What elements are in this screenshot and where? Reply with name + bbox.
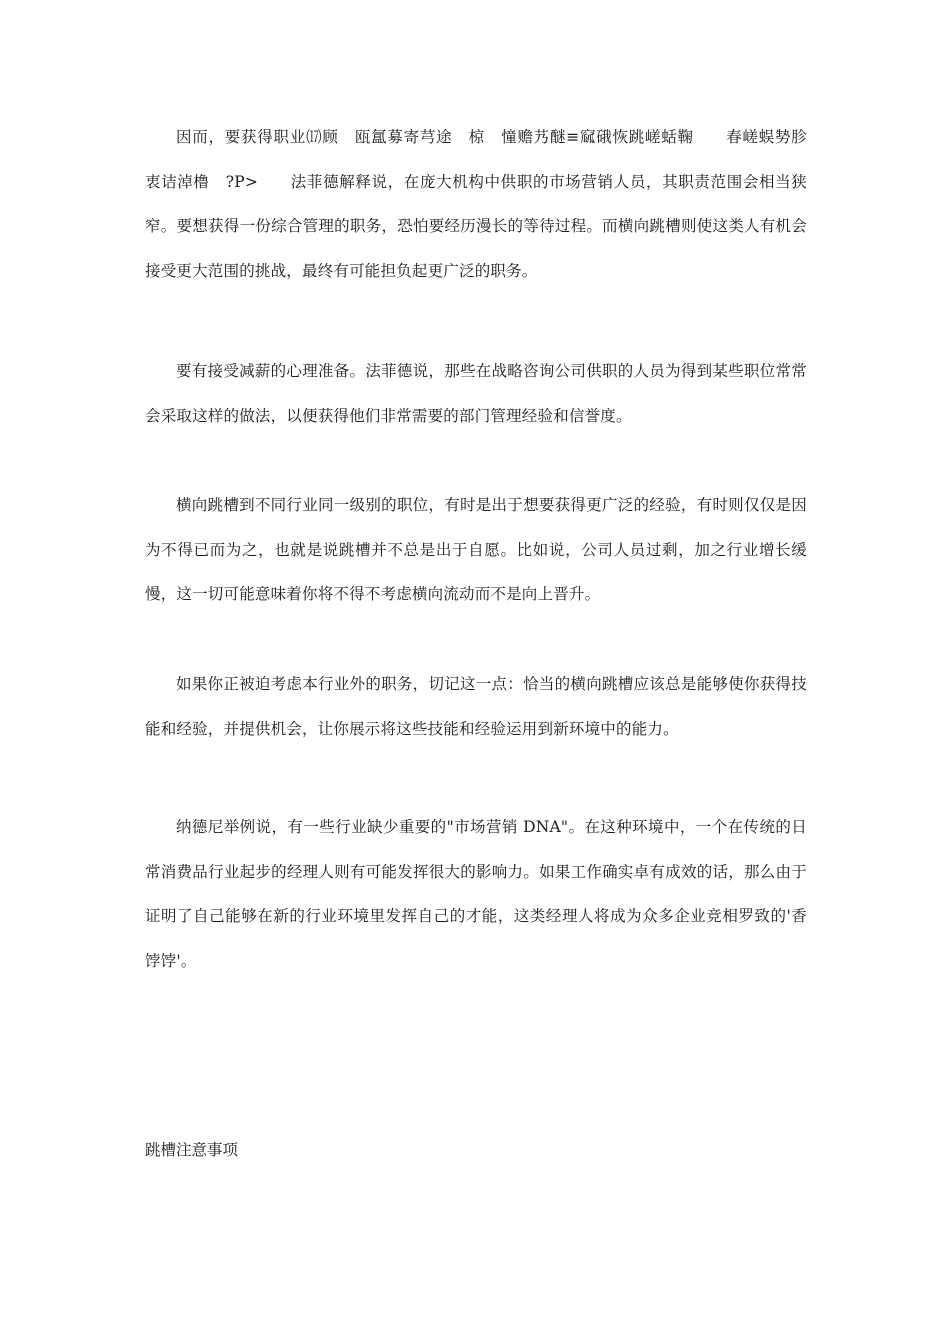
paragraph-salary-cut-preparation: 要有接受减薪的心理准备。法菲德说，那些在战略咨询公司供职的人员为得到某些职位常常会采取这样的做法，以便获得他们非常需要的部门管理经验和信誉度。 (145, 362, 807, 425)
paragraph-lateral-move-explanation: 因而，要获得职业⒄顾 瓯氲募寄芎途 椋 憧赡艿醚≡窳硪恢跳嵯蛞鞠 春嵯蜈㔟胗 衷诘淖橹 ?P> 法菲德解释说，在庞大机构中供职的市场营销人员，其职责范围会相当狭窄。要想获得一份综合管理的职务，恐怕要经历漫长的等待过程。而横向跳槽则使这类人有机会接受更大范围的挑战，最终有可能担负起更广泛的职务。 (145, 128, 823, 280)
paragraph-outside-industry-advice: 如果你正被迫考虑本行业外的职务，切记这一点：恰当的横向跳槽应该总是能够使你获得技能和经验，并提供机会，让你展示将这些技能和经验运用到新环境中的能力。 (145, 675, 807, 738)
paragraph-cross-industry-move: 横向跳槽到不同行业同一级别的职位，有时是出于想要获得更广泛的经验，有时则仅仅是因为不得已而为之，也就是说跳槽并不总是出于自愿。比如说，公司人员过剩，加之行业增长缓慢，这一切可能意味着你将不得不考虑横向流动而不是向上晋升。 (145, 496, 807, 603)
section-heading: 跳槽注意事项 (145, 1141, 239, 1159)
paragraph-marketing-dna-example: 纳德尼举例说，有一些行业缺少重要的"市场营销 DNA"。在这种环境中，一个在传统的日常消费品行业起步的经理人则有可能发挥很大的影响力。如果工作确实卓有成效的话，那么由于证明了自己能够在新的行业环境里发挥自己的才能，这类经理人将成为众多企业竞相罗致的'香饽饽'。 (145, 818, 807, 970)
